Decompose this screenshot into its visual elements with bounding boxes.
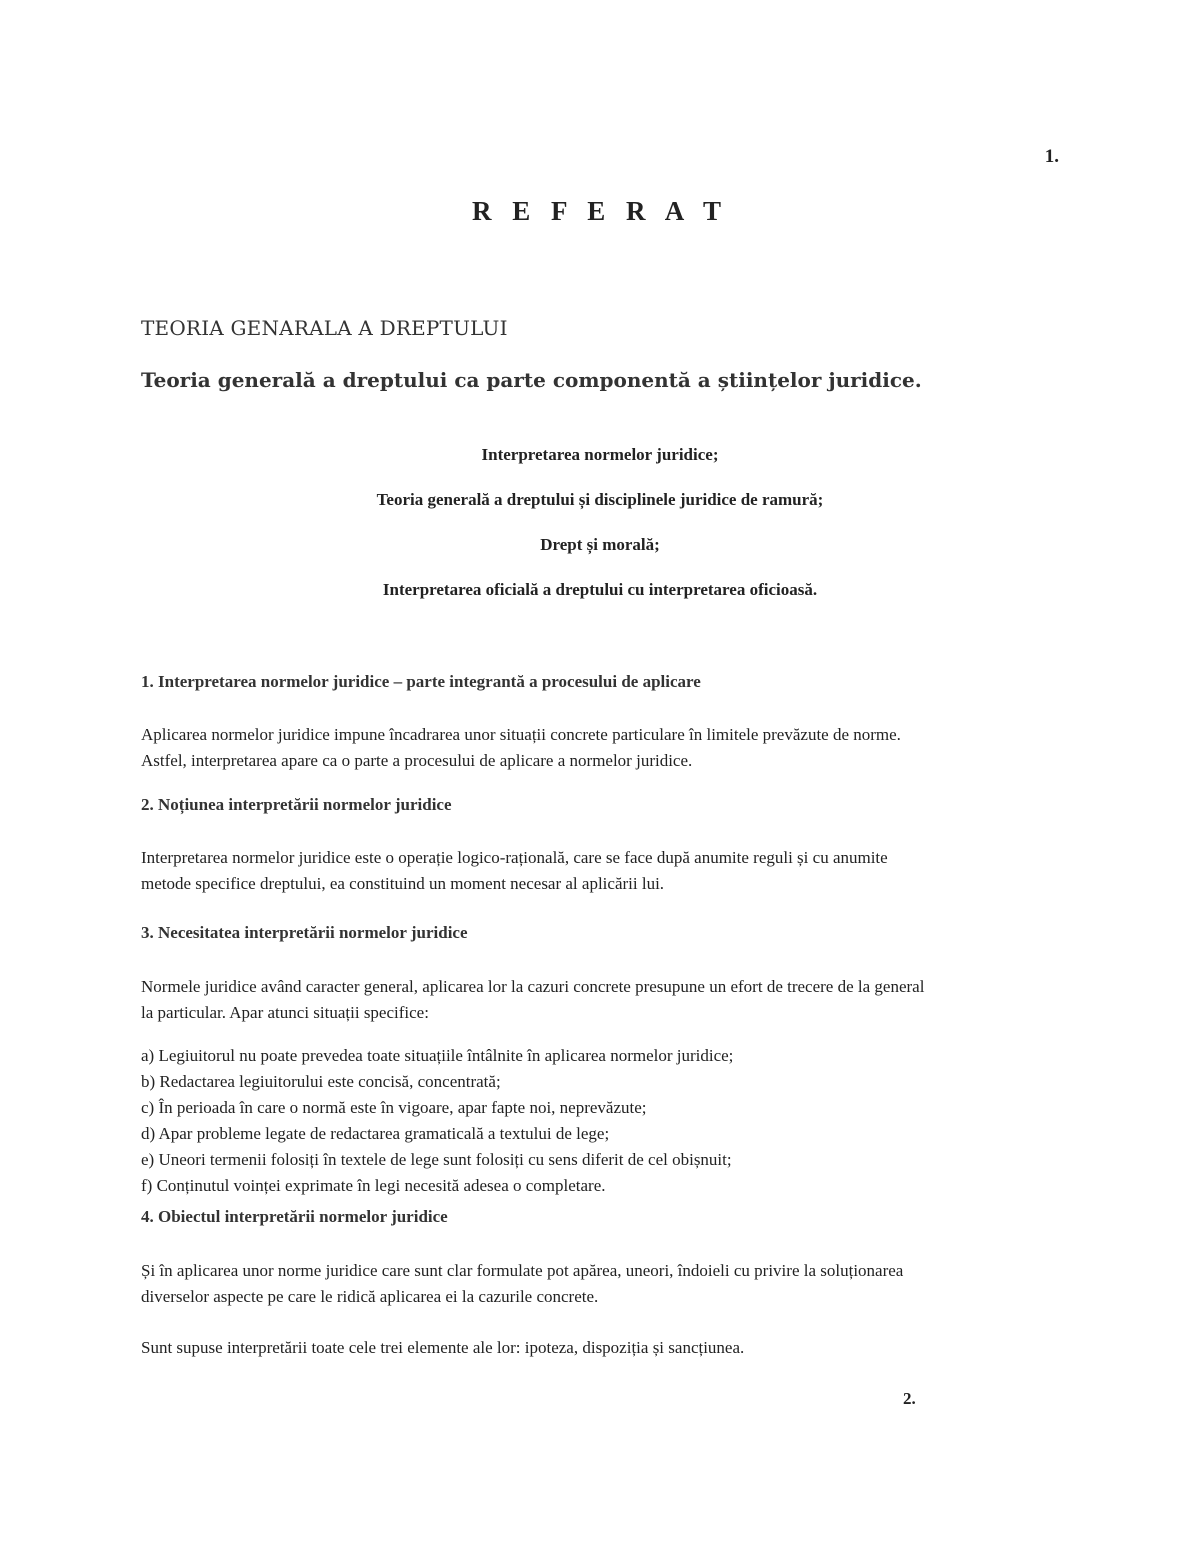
- paragraph-line: la particular. Apar atunci situații specifice:: [141, 1003, 429, 1022]
- paragraph: [141, 1335, 1061, 1361]
- paragraph-line: Și în aplicarea unor norme juridice care sunt clar formulate pot apărea, uneori, îndoieli cu privire la soluționarea: [141, 1261, 904, 1280]
- paragraph: [141, 722, 1061, 774]
- list-item: f) Conținutul voinței exprimate în legi necesită adesea o completare.: [141, 1176, 606, 1195]
- reasons-list: [141, 1043, 1061, 1199]
- page-number-bottom: 2.: [903, 1389, 916, 1408]
- paragraph-line: Astfel, interpretarea apare ca o parte a procesului de aplicare a normelor juridice.: [141, 751, 693, 770]
- list-item: e) Uneori termenii folosiți în textele de lege sunt folosiți cu sens diferit de cel obișnuit;: [141, 1150, 732, 1169]
- topic-item: Teoria generală a dreptului și disciplinele juridice de ramură;: [376, 490, 824, 509]
- list-item: b) Redactarea legiuitorului este concisă, concentrată;: [141, 1072, 501, 1091]
- paragraph: [141, 1258, 1061, 1310]
- paragraph-line: Aplicarea normelor juridice impune încadrarea unor situații concrete particulare în limitele prevăzute de norme.: [141, 725, 901, 744]
- paragraph-line: Interpretarea normelor juridice este o operație logico-rațională, care se face după anumite reguli și cu anumite: [141, 848, 888, 867]
- paragraph: [141, 974, 1061, 1216]
- topic-item: Interpretarea oficială a dreptului cu interpretarea oficioasă.: [382, 580, 818, 599]
- paragraph-line: metode specifice dreptului, ea constituind un moment necesar al aplicării lui.: [141, 874, 665, 893]
- paragraph: [141, 845, 1061, 897]
- page-number-top: 1.: [1044, 146, 1059, 167]
- section-heading: 4. Obiectul interpretării normelor juridice: [141, 1207, 448, 1226]
- list-item: c) În perioada în care o normă este în vigoare, apar fapte noi, neprevăzute;: [141, 1098, 647, 1117]
- paragraph-line: diverselor aspecte pe care le ridică aplicarea ei la cazurile concrete.: [141, 1287, 599, 1306]
- document-subtitle: Teoria generală a dreptului ca parte componentă a științelor juridice.: [141, 368, 922, 392]
- topic-item: Drept și morală;: [540, 535, 660, 554]
- list-item: a) Legiuitorul nu poate prevedea toate situațiile întâlnite în aplicarea normelor juridice;: [141, 1046, 734, 1065]
- section-heading: 3. Necesitatea interpretării normelor juridice: [141, 923, 468, 942]
- list-item: d) Apar probleme legate de redactarea gramaticală a textului de lege;: [141, 1124, 610, 1143]
- section-heading: 1. Interpretarea normelor juridice – parte integrantă a procesului de aplicare: [141, 672, 701, 691]
- paragraph-line: Normele juridice având caracter general, aplicarea lor la cazuri concrete presupune un efort de trecere de la general: [141, 977, 925, 996]
- document-title: R E F E R A T: [471, 196, 729, 226]
- course-title: TEORIA GENARALA A DREPTULUI: [141, 316, 508, 340]
- paragraph-line: Sunt supuse interpretării toate cele trei elemente ale lor: ipoteza, dispoziția și sancțiunea.: [141, 1338, 745, 1357]
- topic-item: Interpretarea normelor juridice;: [481, 445, 719, 464]
- section-heading: 2. Noțiunea interpretării normelor juridice: [141, 795, 452, 814]
